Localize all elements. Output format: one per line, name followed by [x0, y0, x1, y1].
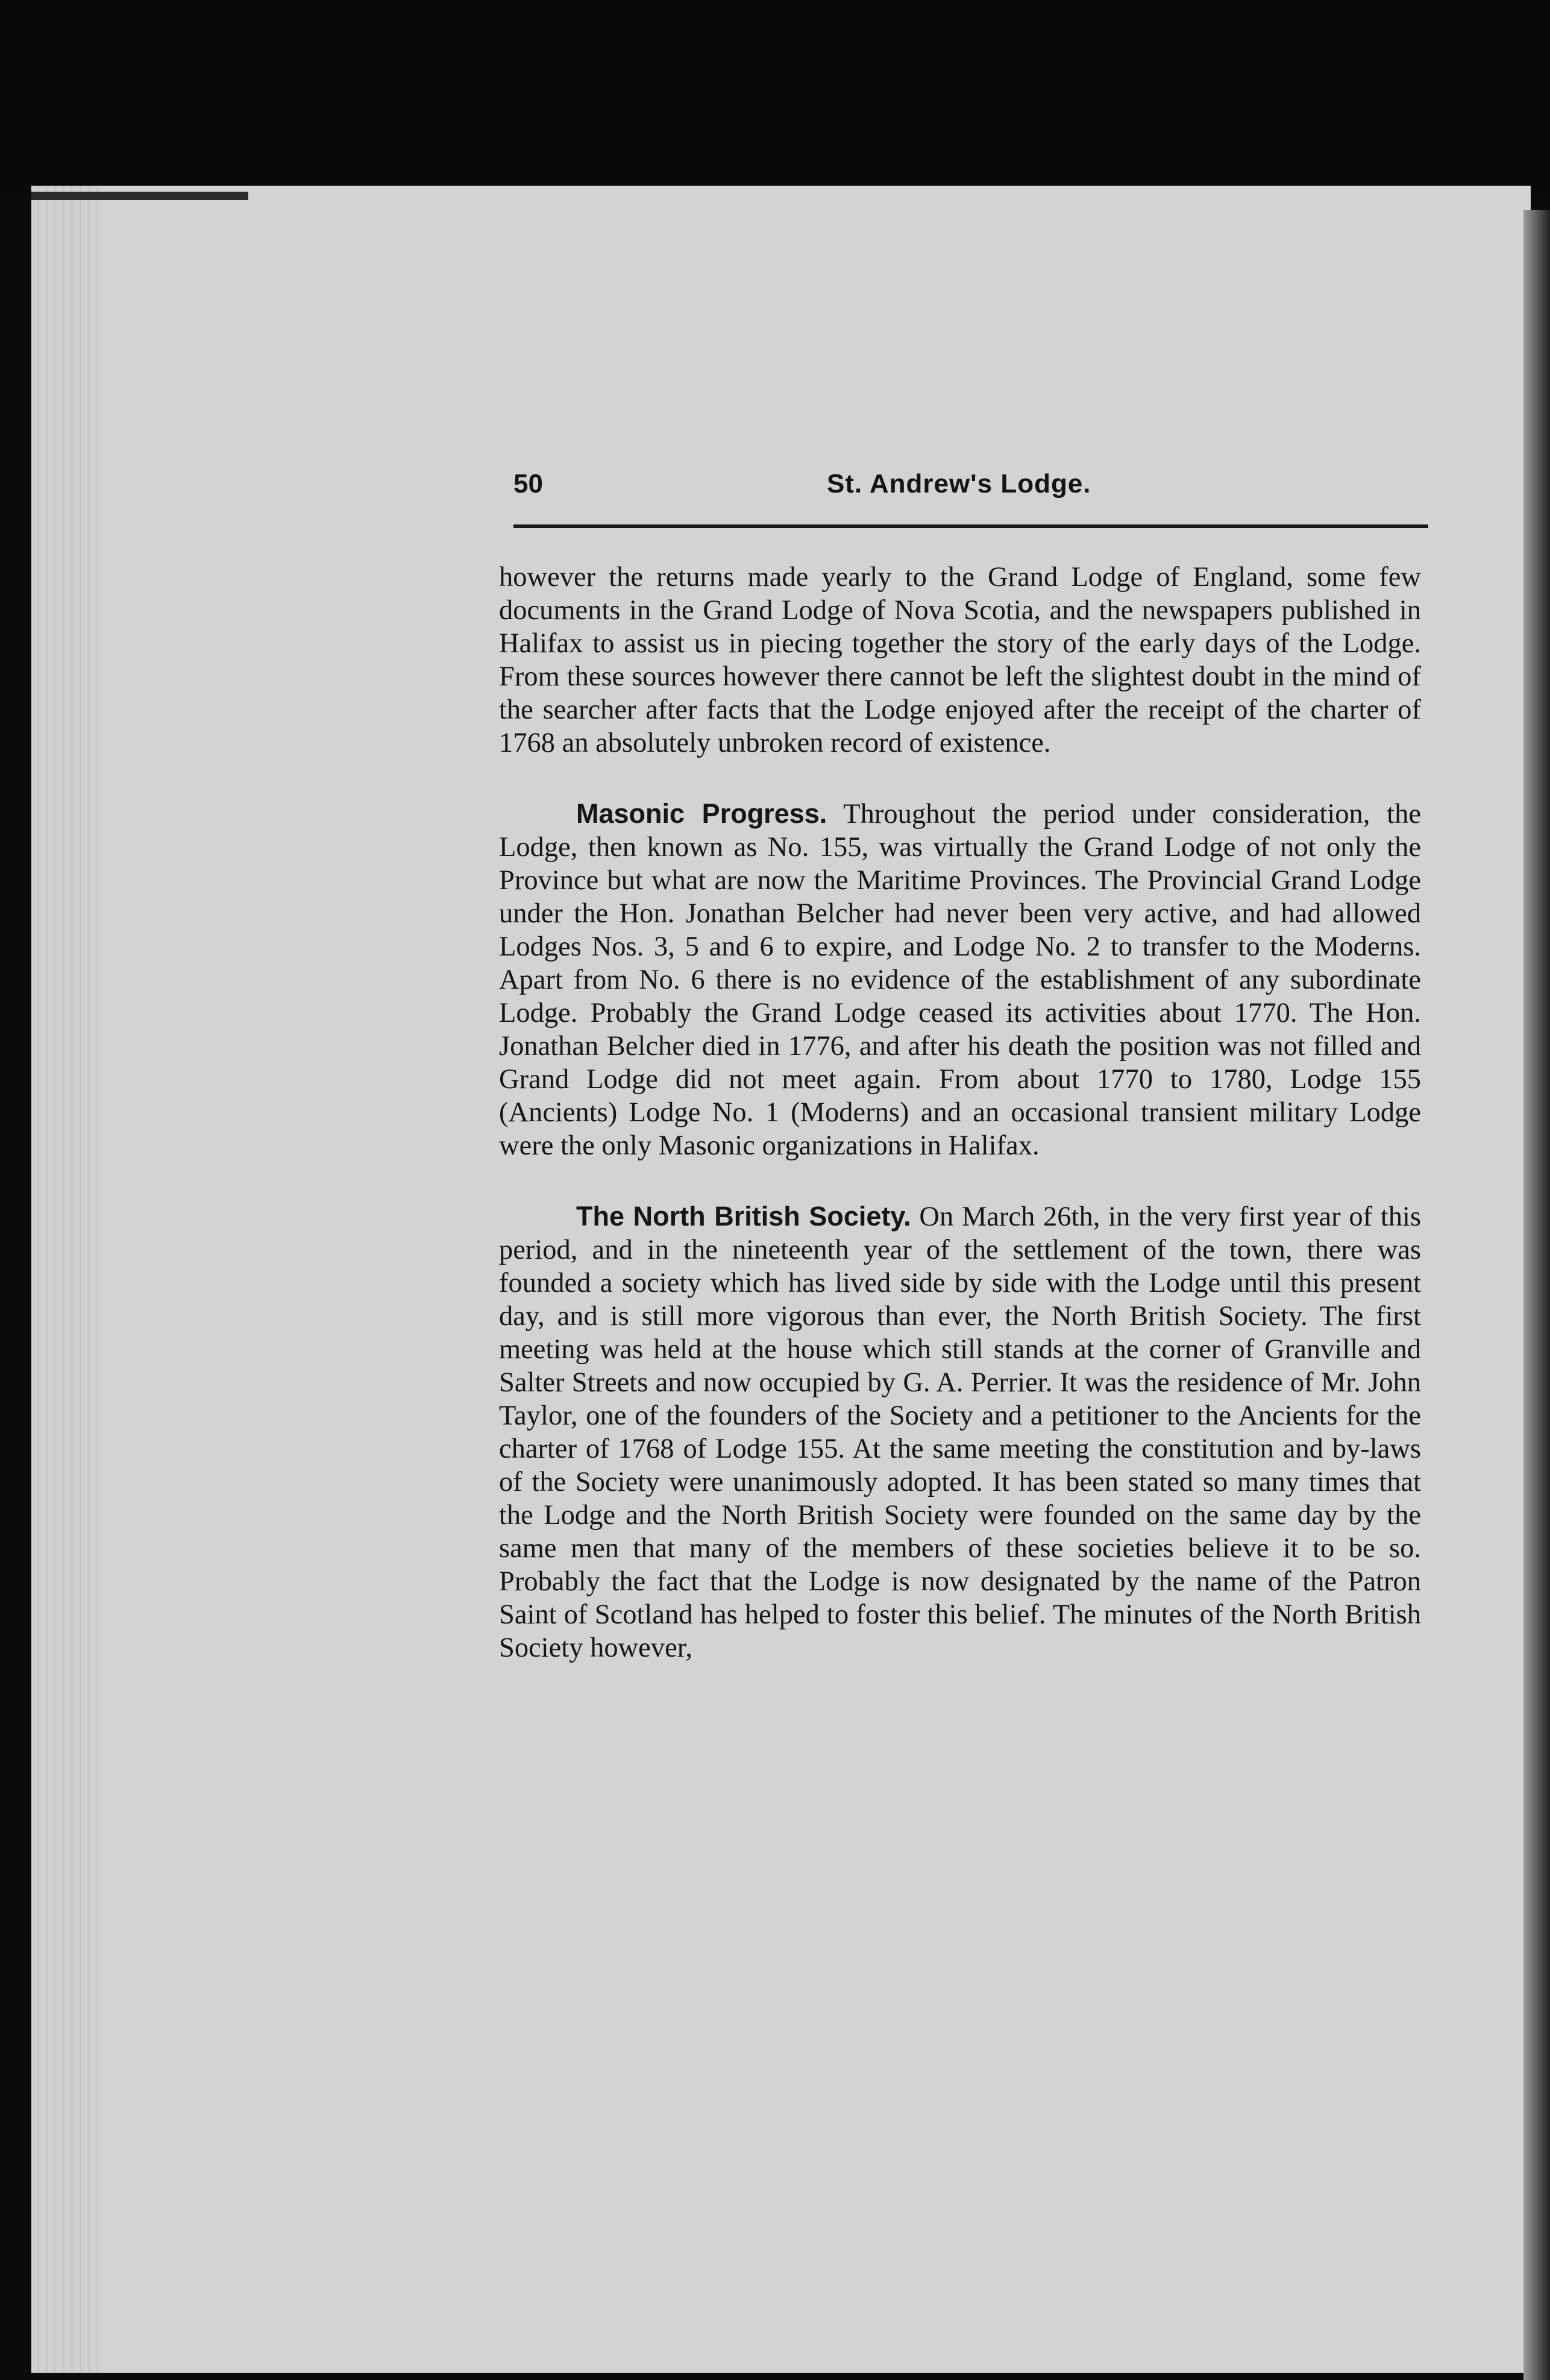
scan-background: [0, 0, 1550, 193]
section-heading: The North British Society.: [576, 1201, 911, 1232]
page-header: [513, 463, 1429, 511]
running-head: St. Andrew's Lodge.: [827, 469, 1091, 499]
header-rule: [513, 524, 1428, 528]
paragraph-north-british-society: [499, 1200, 1421, 1664]
paragraph-masonic-progress: [499, 797, 1421, 1162]
page-number: 50: [513, 469, 543, 499]
page-body: [499, 561, 1421, 1702]
section-heading: Masonic Progress.: [576, 798, 827, 829]
paragraph-text: Throughout the period under consideration, the Lodge, then known as No. 155, was virtually the Grand Lodge of not only the Province but what are now the Maritime Provinces. The Provincial Grand Lodge under the Hon. Jonathan Belcher had never been very active, and had allowed Lodges Nos. 3, 5 and 6 to expire, and Lodge No. 2 to transfer to the Moderns. Apart from No. 6 there is no evidence of the establishment of any subordinate Lodge. Probably the Grand Lodge ceased its activities about 1770. The Hon. Jonathan Belcher died in 1776, and after his death the position was not filled and Grand Lodge did not meet again. From about 1770 to 1780, Lodge 155 (Ancients) Lodge No. 1 (Moderns) and an occasional transient military Lodge were the only Masonic organizations in Halifax.: [499, 799, 1421, 1161]
paragraph-text: however the returns made yearly to the Grand Lodge of England, some few documents in the Grand Lodge of Nova Scotia, and the newspapers published in Halifax to assist us in piecing together the story of the early days of the Lodge. From these sources however there cannot be left the slightest doubt in the mind of the searcher after facts that the Lodge enjoyed after the receipt of the charter of 1768 an absolutely unbroken record of existence.: [499, 562, 1421, 758]
page-edge-shadow: [31, 192, 248, 200]
paragraph-continuation: [499, 561, 1421, 760]
paragraph-text: On March 26th, in the very first year of this period, and in the nineteenth year of the settlement of the town, there was founded a society which has lived side by side with the Lodge until this present day, and is still more vigorous than ever, the North British Society. The first meeting was held at the house which still stands at the corner of Granville and Salter Streets and now occupied by G. A. Perrier. It was the residence of Mr. John Taylor, one of the founders of the Society and a petitioner to the Ancients for the charter of 1768 of Lodge 155. At the same meeting the constitution and by-laws of the Society were unanimously adopted. It has been stated so many times that the Lodge and the North British Society were founded on the same day by the same men that many of the members of these societies believe it to be so. Probably the fact that the Lodge is now designated by the name of the Patron Saint of Scotland has helped to foster this belief. The minutes of the North British Society however,: [499, 1201, 1422, 1663]
page-stack-edges: [31, 186, 98, 2373]
binding-gutter: [1523, 210, 1550, 2380]
